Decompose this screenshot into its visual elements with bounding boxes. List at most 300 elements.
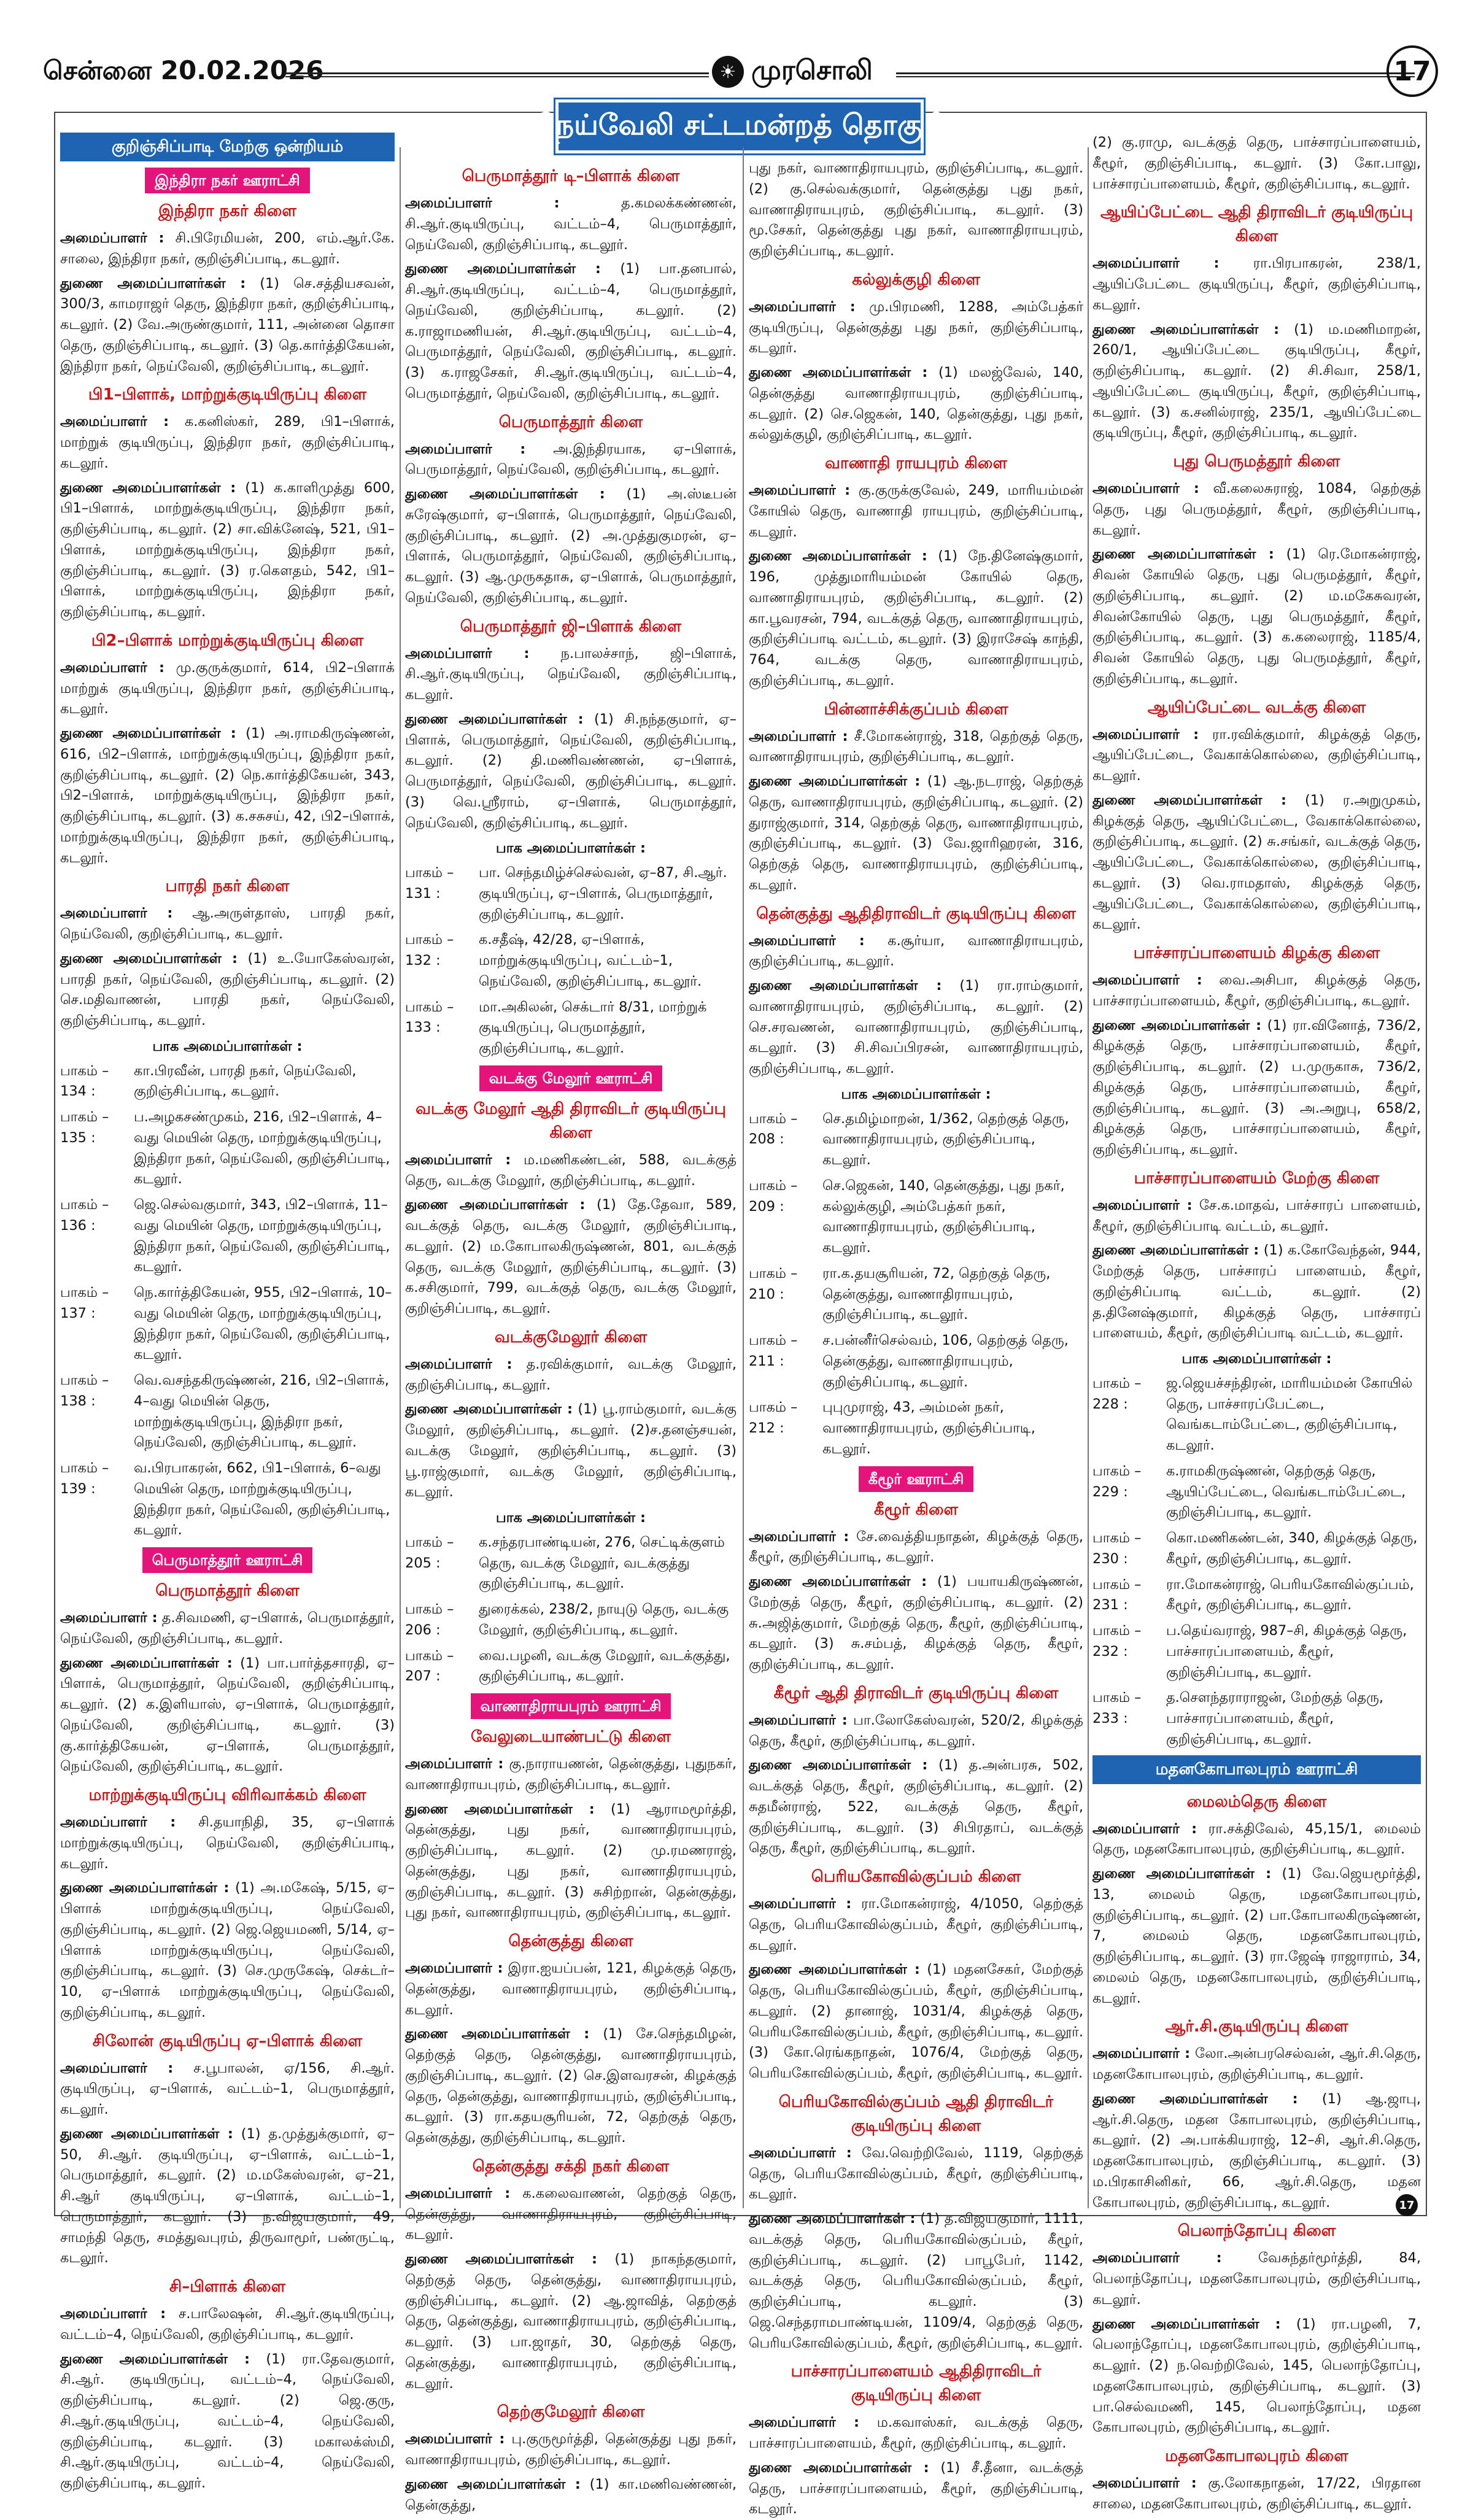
page-number: 17: [1386, 45, 1438, 97]
booth-agent: கா.பிரவீன், பாரதி நகர், நெய்வேலி, குறிஞ்சிப்பாடி, கடலூர்.: [134, 1062, 357, 1100]
entry-label: அமைப்பாளர் :: [749, 1896, 852, 1912]
branch-heading: இந்திரா நகர் கிளை: [158, 202, 296, 220]
booth-agents-heading: பாக அமைப்பாளர்கள் :: [496, 840, 646, 857]
organizer-entry: [749, 2143, 1083, 2205]
booth-agent: புபுமுராஜ், 43, அம்மன் நகர், வாணாதிராயபுரம், குறிஞ்சிப்பாடி, கடலூர்.: [822, 1399, 1035, 1457]
branch-heading: கல்லுக்குழி கிளை: [852, 270, 980, 289]
deputy-entry: [1092, 320, 1421, 444]
entry-text: (1) அ.மகேஷ், 5/15, ஏ–பிளாக் மாற்றுக்குடியிருப்பு, நெய்வேலி, குறிஞ்சிப்பாடி, கடலூர். (2) ஜெ.ஜெயமணி, 5/14, ஏ–பிளாக் மாற்றுக்குடியிருப்பு, நெய்வேலி, குறிஞ்சிப்பாடி, கடலூர். (3) செ.முருகேஷ், செக்டர்–10, ஏ–பிளாக் மாற்றுக்குடியிருப்பு, நெய்வேலி, குறிஞ்சிப்பாடி, கடலூர்.: [60, 1880, 395, 2020]
entry-label: அமைப்பாளர் :: [60, 659, 165, 676]
entry-label: அமைப்பாளர் :: [749, 2414, 860, 2431]
entry-text: ம.மணிகண்டன், 588, வடக்குத் தெரு, வடக்கு மேலூர், குறிஞ்சிப்பாடி, கடலூர்.: [405, 1151, 737, 1189]
entry-label: அமைப்பாளர் :: [60, 414, 169, 430]
deputy-entry: [749, 1755, 1083, 1859]
deputy-entry: [405, 259, 737, 404]
union-header: குறிஞ்சிப்பாடி மேற்கு ஒன்றியம்: [60, 133, 395, 161]
entry-label: அமைப்பாளர் :: [60, 905, 173, 922]
entry-label: அமைப்பாளர் :: [405, 441, 526, 457]
entry-label: துணை அமைப்பாளர்கள் :: [1092, 1017, 1262, 1034]
deputy-entry: [749, 2209, 1083, 2354]
continued-text: புது நகர், வாணாதிராயபுரம், குறிஞ்சிப்பாடி, கடலூர். (2) கு.செல்வக்குமார், தென்குத்து புது நகர், வாணாதிராயபுரம், குறிஞ்சிப்பாடி, கடலூர். (3) மூ.சேகர், தென்குத்து புது நகர், வாணாதிராயபுரம், குறிஞ்சிப்பாடி, கடலூர்.: [749, 160, 1083, 259]
entry-text: அ.இந்திரயாக, ஏ–பிளாக், பெருமாத்தூர், நெய்வேலி, குறிஞ்சிப்பாடி, கடலூர்.: [405, 441, 737, 478]
branch-heading: புது பெருமத்தூர் கிளை: [1173, 452, 1340, 471]
entry-text: ரா.ரவிக்குமார், கிழக்குத் தெரு, ஆயிப்பேட்டை, வேகாக்கொல்லை, குறிஞ்சிப்பாடி, கடலூர்.: [1092, 726, 1421, 784]
booth-number: பாகம் – 206 :: [405, 1601, 454, 1638]
entry-label: அமைப்பாளர் :: [1092, 1820, 1197, 1837]
entry-text: (1) ஆராமமூர்த்தி, தென்குத்து, புது நகர், வாணாதிராயபுரம், குறிஞ்சிப்பாடி, கடலூர். (2) மு.ரமணராஜ், தென்குத்து, புது நகர், வாணாதிராயபுரம், குறிஞ்சிப்பாடி, கடலூர். (3) சுசிற்றான், தென்குத்து, புது நகர், வாணாதிராயபுரம், குறிஞ்சிப்பாடி, கடலூர்.: [405, 1801, 737, 1921]
deputy-entry: [60, 949, 395, 1032]
column-3: [749, 158, 1084, 2518]
entry-text: சே.க.மாதவ், பாச்சாரப் பாளையம், கீழூர், குறிஞ்சிப்பாடி வட்டம், கடலூர்.: [1092, 1197, 1421, 1234]
booth-agent-row: [1092, 1621, 1421, 1683]
entry-text: (1) அ.ராமகிருஷ்ணன், 616, பி2–பிளாக், மாற்றுக்குடியிருப்பு, இந்திரா நகர், குறிஞ்சிப்பாடி, கடலூர். (2) நெ.கார்த்திகேயன், 343, பி2–பிளாக், மாற்றுக்குடியிருப்பு, இந்திரா நகர், குறிஞ்சிப்பாடி, கடலூர். (3) க.சசுசய், 42, பி2–பிளாக், மாற்றுக்குடியிருப்பு, இந்திரா நகர், குறிஞ்சிப்பாடி, கடலூர்.: [60, 725, 395, 866]
booth-number: பாகம் – 231 :: [1092, 1576, 1142, 1614]
entry-label: துணை அமைப்பாளர்கள் :: [749, 2459, 929, 2476]
booth-number: பாகம் – 132 :: [405, 932, 454, 968]
booth-agent: க.சந்தரபாண்டியன், 276, செட்டிக்குளம் தெரு, வடக்கு மேலூர், வடக்குத்து குறிஞ்சிப்பாடி, கடலூர்.: [479, 1534, 725, 1592]
organizer-entry: [749, 931, 1083, 973]
entry-label: துணை அமைப்பாளர்கள் :: [405, 261, 601, 277]
deputy-entry: [749, 771, 1083, 896]
booth-agents-heading: பாக அமைப்பாளர்கள் :: [841, 1086, 991, 1102]
branch-heading: வேலுடையாண்பட்டு கிளை: [470, 1728, 671, 1746]
organizer-entry: [1092, 970, 1421, 1012]
entry-label: துணை அமைப்பாளர்கள் :: [60, 950, 238, 967]
entry-text: (1) த.முத்துக்குமார், ஏ–50, சி.ஆர். குடியிருப்பு, ஏ–பிளாக், வட்டம்–1, பெருமாத்தூர், கடலூர். (2) ம.மகேஸ்வரன், ஏ–21, சி.ஆர் குடியிருப்பு, ஏ–பிளாக், வட்டம்–1, பெருமாத்தூர், கடலூர். (3) ந.விஜயகுமார், 49, சாமந்தி தெரு, சமத்துவபுரம், திருவாமூர், பண்ருட்டி, கடலூர்.: [60, 2125, 395, 2267]
branch-heading: பாரதி நகர் கிளை: [165, 877, 290, 896]
entry-label: துணை அமைப்பாளர்கள் :: [60, 275, 246, 292]
entry-text: ரா.மோகன்ராஜ், 4/1050, தெற்குத் தெரு, பெரியகோவில்குப்பம், கீழூர், குறிஞ்சிப்பாடி, கடலூர்.: [749, 1896, 1083, 1954]
entry-text: சே.வைத்தியநாதன், கிழக்குத் தெரு, கீழூர், குறிஞ்சிப்பாடி, கடலூர்.: [749, 1528, 1083, 1566]
entry-text: (1) பா.பார்த்தசாரதி, ஏ–பிளாக், பெருமாத்தூர், நெய்வேலி, குறிஞ்சிப்பாடி, கடலூர். (2) க.இளியாஸ், ஏ–பிளாக், பெருமாத்தூர், நெய்வேலி, குறிஞ்சிப்பாடி, கடலூர். (3) கு.கார்த்திகேயன், ஏ–பிளாக், பெருமாத்தூர், நெய்வேலி, குறிஞ்சிப்பாடி, கடலூர்.: [60, 1655, 395, 1775]
entry-label: துணை அமைப்பாளர்கள் :: [1092, 2316, 1281, 2332]
booth-number: பாகம் – 133 :: [405, 999, 454, 1036]
entry-label: துணை அமைப்பாளர்கள் :: [405, 2251, 597, 2267]
organizer-entry: [749, 1710, 1083, 1752]
entry-label: துணை அமைப்பாளர்கள் :: [749, 978, 942, 994]
branch-heading: பெருமாத்தூர் கிளை: [155, 1582, 300, 1600]
entry-text: கு.லோகநாதன், 17/22, பிரதான சாலை, மதனகோபாலபுரம், குறிஞ்சிப்பாடி, கடலூர்.: [1092, 2475, 1421, 2512]
booth-agents-heading: பாக அமைப்பாளர்கள் :: [496, 1510, 646, 1526]
entry-label: துணை அமைப்பாளர்கள் :: [1092, 1242, 1259, 1259]
entry-label: துணை அமைப்பாளர்கள் :: [749, 1757, 928, 1774]
deputy-entry: [60, 2124, 395, 2269]
branch-heading: ஆயிப்பேட்டை வடக்கு கிளை: [1147, 698, 1366, 717]
deputy-entry: [405, 709, 737, 834]
branch-heading: பெரியகோவில்குப்பம் கிளை: [811, 1868, 1021, 1886]
entry-label: அமைப்பாளர் :: [1092, 481, 1199, 497]
organizer-entry: [60, 2058, 395, 2120]
column-4: [1092, 133, 1421, 2512]
masthead: [43, 49, 1438, 98]
booth-agent: மா.அகிலன், செக்டார் 8/31, மாற்றுக் குடியிருப்பு, பெருமாத்தூர், குறிஞ்சிப்பாடி, கடலூர்.: [479, 999, 707, 1056]
entry-text: (1) நே.தினேஷ்குமார், 196, முத்துமாரியம்மன் கோயில் தெரு, வாணாதிராயபுரம், குறிஞ்சிப்பாடி, கடலூர். (2) கா.பூவரசன், 794, வடக்குத் தெரு, வாணாதிராயபுரம், குறிஞ்சிப்பாடி வட்டம், கடலூர். (3) இராசேஷ் காந்தி, 764, வடக்கு தெரு, வாணாதிராயபுரம், குறிஞ்சிப்பாடி, கடலூர்.: [749, 548, 1083, 689]
booth-number: பாகம் – 138 :: [60, 1372, 109, 1409]
entry-label: துணை அமைப்பாளர்கள் :: [60, 2351, 250, 2367]
organizer-entry: [60, 2304, 395, 2346]
column-divider: [1088, 147, 1089, 2208]
entry-label: அமைப்பாளர் :: [749, 2144, 852, 2161]
entry-text: வேசுந்தர்மூர்த்தி, 84, பெலாந்தோப்பு, மதனகோபாலபுரம், குறிஞ்சிப்பாடி, கடலூர்.: [1092, 2250, 1421, 2308]
booth-agent: ஜ.ஜெயச்சந்திரன், மாரியம்மன் கோயில் தெரு, பாச்சாரப்பேட்டை, வெங்கடாம்பேட்டை, குறிஞ்சிப்பாடி, கடலூர்.: [1166, 1375, 1413, 1453]
masthead-rule-right: [896, 72, 1415, 77]
booth-number: பாகம் – 208 :: [749, 1110, 798, 1148]
branch-heading: பெருமாத்தூர் ஜி–பிளாக் கிளை: [460, 617, 682, 636]
entry-text: வீ.கலைசுராஜ், 1084, தெற்குத் தெரு, புது பெருமத்தூர், கீழூர், குறிஞ்சிப்பாடி, கடலூர்.: [1092, 481, 1421, 538]
panchayat-tag: [60, 168, 395, 193]
deputy-entry: [1092, 1016, 1421, 1161]
booth-agent: ப.தெய்வராஜ், 987–சி, கிழக்குத் தெரு, பாச்சாரப்பாளையம், கீழூர், குறிஞ்சிப்பாடி, கடலூர்.: [1166, 1623, 1407, 1680]
organizer-entry: [60, 658, 395, 720]
entry-text: (1) க.கோவேந்தன், 944, மேற்குத் தெரு, பாச்சாரப் பாளையம், கீழூர், குறிஞ்சிப்பாடி வட்டம், கடலூர். (2) த.தினேஷ்குமார், கிழக்குத் தெரு, பாச்சாரப் பாளையம், கீழூர், குறிஞ்சிப்பாடி வட்டம், கடலூர்.: [1092, 1242, 1421, 1342]
entry-label: துணை அமைப்பாளர்கள் :: [1092, 2090, 1298, 2107]
deputy-entry: [749, 2458, 1083, 2520]
entry-text: சி.தயாநிதி, 35, ஏ–பிளாக் மாற்றுக்குடியிருப்பு, நெய்வேலி, குறிஞ்சிப்பாடி, கடலூர்.: [60, 1814, 395, 1872]
entry-label: துணை அமைப்பாளர்கள் :: [1092, 1866, 1272, 1882]
booth-agent-row: [405, 997, 737, 1059]
entry-text: மு.குருக்குமார், 614, பி2–பிளாக் மாற்றுக் குடியிருப்பு, இந்திரா நகர், குறிஞ்சிப்பாடி, கடலூர்.: [60, 659, 395, 717]
booth-agent: நெ.கார்த்திகேயன், 955, பி2–பிளாக், 10–வது மெயின் தெரு, மாற்றுக்குடியிருப்பு, இந்திரா நகர், நெய்வேலி, குறிஞ்சிப்பாடி, கடலூர்.: [134, 1285, 392, 1363]
deputy-entry: [405, 1399, 737, 1503]
panchayat-tag: [405, 1693, 737, 1719]
booth-number: பாகம் – 207 :: [405, 1647, 454, 1685]
branch-heading: கீழூர் கிளை: [873, 1500, 959, 1519]
booth-number: பாகம் – 229 :: [1092, 1463, 1142, 1500]
entry-text: க.கலைவாணன், தெற்குத் தெரு, தென்குத்து, வாணாதிராயபுரம், குறிஞ்சிப்பாடி, கடலூர்.: [405, 2185, 737, 2243]
entry-label: அமைப்பாளர் :: [60, 230, 164, 246]
branch-heading: வடக்கு மேலூர் ஆதி திராவிடர் குடியிருப்பு கிளை: [416, 1099, 726, 1142]
organizer-entry: [60, 1812, 395, 1874]
entry-label: துணை அமைப்பாளர்கள் :: [405, 2026, 590, 2043]
constituency-banner: நெய்வேலி சட்டமன்றத் தொகுதி: [555, 99, 924, 153]
entry-text: (1) செ.சத்தியசவன், 300/3, காமராஜர் தெரு, இந்திரா நகர், குறிஞ்சிப்பாடி, கடலூர். (2) வே.அருண்குமார், 111, அன்னை தொசா தெரு, குறிஞ்சிப்பாடி, கடலூர். (3) தெ.கார்த்திகேயன், இந்திரா நகர், நெய்வேலி, குறிஞ்சிப்பாடி, கடலூர்.: [60, 275, 395, 374]
deputy-entry: [1092, 1240, 1421, 1344]
entry-label: துணை அமைப்பாளர்கள் :: [1092, 792, 1287, 808]
entry-label: துணை அமைப்பாளர்கள் :: [60, 479, 236, 496]
entry-text: பா.லோகேஸ்வரன், 520/2, கிழக்குத் தெரு, கீழூர், குறிஞ்சிப்பாடி, கடலூர்.: [749, 1712, 1083, 1749]
entry-label: அமைப்பாளர் :: [749, 1712, 848, 1728]
booth-number: பாகம் – 230 :: [1092, 1530, 1142, 1567]
entry-text: (1) ம.மணிமாறன், 260/1, ஆயிப்பேட்டை குடியிருப்பு, கீழூர், குறிஞ்சிப்பாடி, கடலூர். (2) சி.சிவா, 258/1, ஆயிப்பேட்டை குடியிருப்பு, கீழூர், குறிஞ்சிப்பாடி, கடலூர். (3) க.சனில்ராஜ், 235/1, ஆயிப்பேட்டை குடியிருப்பு, கீழூர், குறிஞ்சிப்பாடி, கடலூர்.: [1092, 321, 1421, 441]
deputy-entry: [1092, 2089, 1421, 2214]
deputy-entry: [405, 1195, 737, 1320]
deputy-entry: [749, 976, 1083, 1080]
entry-text: பு.குருமூர்த்தி, தென்குத்து புது நகர், வாணாதிராயபுரம், குறிஞ்சிப்பாடி, கடலூர்.: [405, 2431, 737, 2468]
organizer-entry: [1092, 725, 1421, 787]
booth-agent: வ.பிரபாகரன், 662, பி1–பிளாக், 6–வது மெயின் தெரு, மாற்றுக்குடியிருப்பு, இந்திரா நகர், நெய்வேலி, குறிஞ்சிப்பாடி, கடலூர்.: [134, 1460, 390, 1539]
entry-text: (1) பா.தனபால், சி.ஆர்.குடியிருப்பு, வட்டம்–4, பெருமாத்தூர், நெய்வேலி, குறிஞ்சிப்பாடி, கடலூர். (2) க.ராஜாமணியன், சி.ஆர்.குடியிருப்பு, வட்டம்–4, பெருமாத்தூர், நெய்வேலி, குறிஞ்சிப்பாடி, கடலூர். (3) க.ராஜசேகர், சி.ஆர்.குடியிருப்பு, வட்டம்–4, பெருமாத்தூர், நெய்வேலி, குறிஞ்சிப்பாடி, கடலூர்.: [405, 261, 737, 401]
panchayat-tag-label: பெருமாத்தூர் ஊராட்சி: [142, 1547, 313, 1573]
booth-agent: கொ.மணிகண்டன், 340, கிழக்குத் தெரு, கீழூர், குறிஞ்சிப்பாடி, கடலூர்.: [1166, 1530, 1418, 1567]
deputy-entry: [749, 1960, 1083, 2084]
entry-label: அமைப்பாளர் :: [405, 2431, 505, 2448]
entry-label: அமைப்பாளர் :: [60, 1814, 176, 1830]
booth-agent: த.செளந்தராராஜன், மேற்குத் தெரு, பாச்சாரப்பாளையம், கீழூர், குறிஞ்சிப்பாடி, கடலூர்.: [1166, 1690, 1384, 1747]
entry-label: துணை அமைப்பாளர்கள் :: [749, 2211, 916, 2227]
branch-heading: தென்குத்து ஆதிதிராவிடர் குடியிருப்பு கிளை: [756, 904, 1076, 923]
branch-heading: மைலம்தெரு கிளை: [1186, 1792, 1327, 1811]
deputy-entry: [749, 363, 1083, 446]
branch-heading: சி–பிளாக் கிளை: [169, 2278, 286, 2296]
panchayat-tag-label: வாணாதிராயபுரம் ஊராட்சி: [471, 1693, 671, 1719]
booth-agent: ப.அழகசண்முகம், 216, பி2–பிளாக், 4–வது மெயின் தெரு, மாற்றுக்குடியிருப்பு, இந்திரா நகர், நெய்வேலி, குறிஞ்சிப்பாடி, கடலூர்.: [134, 1109, 390, 1188]
entry-text: (1) அ.ஸ்டீபன் சுரேஷ்குமார், ஏ–பிளாக், பெருமாத்தூர், நெய்வேலி, குறிஞ்சிப்பாடி, கடலூர். (2) அ.முத்துகுமரன், ஏ–பிளாக், பெருமாத்தூர், நெய்வேலி, குறிஞ்சிப்பாடி, கடலூர். (3) ஆ.முருகதாசு, ஏ–பிளாக், பெருமாத்தூர், நெய்வேலி, குறிஞ்சிப்பாடி, கடலூர்.: [405, 486, 737, 606]
entry-text: த.சிவமணி, ஏ–பிளாக், பெருமாத்தூர், நெய்வேலி, குறிஞ்சிப்பாடி, கடலூர்.: [60, 1610, 395, 1647]
organizer-entry: [60, 412, 395, 474]
organizer-entry: [749, 2413, 1083, 2454]
organizer-entry: [749, 297, 1083, 359]
entry-text: (1) ரெ.மோகன்ராஜ், சிவன் கோயில் தெரு, புது பெருமத்தூர், கீழூர், குறிஞ்சிப்பாடி, கடலூர். (2) ம.மகேசுவரன், சிவன்கோயில் தெரு, புது பெருமத்தூர், கீழூர், குறிஞ்சிப்பாடி, கடலூர். (3) க.கலைராஜ், 1185/4, சிவன் கோயில் தெரு, புது பெருமத்தூர், கீழூர், குறிஞ்சிப்பாடி, கடலூர்.: [1092, 546, 1421, 687]
entry-text: த.கமலக்கண்ணன், சி.ஆர்.குடியிருப்பு, வட்டம்–4, பெருமாத்தூர், நெய்வேலி, குறிஞ்சிப்பாடி, கடலூர்.: [405, 195, 737, 253]
entry-text: (1) த.விஜயகுமார், 1111, வடக்குத் தெரு, பெரியகோவில்குப்பம், கீழூர், குறிஞ்சிப்பாடி, கடலூர். (2) பாபூபேர், 1142, வடக்குத் தெரு, பெரியகோவில்குப்பம், கீழூர், குறிஞ்சிப்பாடி, கடலூர். (3) ஜெ.செந்தராமபாண்டியன், 1109/4, தெற்குத் தெரு, பெரியகோவில்குப்பம், கீழூர், குறிஞ்சிப்பாடி, கடலூர்.: [749, 2211, 1083, 2351]
panchayat-tag-label: வடக்கு மேலூர் ஊராட்சி: [479, 1065, 663, 1091]
entry-text: (1) சீ.தீனா, வடக்குத் தெரு, பாச்சாரப்பாளையம், கீழூர், குறிஞ்சிப்பாடி, கடலூர்.: [749, 2459, 1083, 2518]
entry-text: (1) மலஜ்வேல், 140, தென்குத்து வாணாதிராயபுரம், குறிஞ்சிப்பாடி, கடலூர். (2) செ.ஜெகன், 140, தென்குத்து, புது நகர், கல்லுக்குழி, குறிஞ்சிப்பாடி, கடலூர்.: [749, 365, 1083, 443]
entry-text: ரா.சக்திவேல், 45,15/1, மைலம் தெரு, மதனகோபாலபுரம், குறிஞ்சிப்பாடி, கடலூர்.: [1092, 1820, 1421, 1858]
organizer-entry: [749, 1894, 1083, 1956]
entry-label: அமைப்பாளர் :: [405, 1756, 504, 1772]
entry-text: (1) சி.நந்தகுமார், ஏ–பிளாக், பெருமாத்தூர், நெய்வேலி, குறிஞ்சிப்பாடி, கடலூர். (2) தி.மணிவண்ணன், ஏ–பிளாக், பெருமாத்தூர், நெய்வேலி, குறிஞ்சிப்பாடி, கடலூர். (3) வெ.ஸ்ரீராம், ஏ–பிளாக், பெருமாத்தூர், நெய்வேலி, குறிஞ்சிப்பாடி, கடலூர்.: [405, 711, 737, 831]
booth-number: பாகம் – 136 :: [60, 1197, 109, 1234]
booth-number: பாகம் – 233 :: [1092, 1690, 1142, 1726]
branch-heading: பெருமாத்தூர் கிளை: [498, 412, 643, 431]
organizer-entry: [1092, 1196, 1421, 1237]
entry-label: அமைப்பாளர் :: [749, 728, 848, 744]
entry-text: ந.பாலச்சாந், ஜி–பிளாக், சி.ஆர்.குடியிருப்பு, நெய்வேலி, குறிஞ்சிப்பாடி, கடலூர்.: [405, 645, 737, 703]
booth-agent: ரா.க.தயசூரியன், 72, தெற்குத் தெரு, தென்குத்து, வாணாதிராயபுரம், குறிஞ்சிப்பாடி, கடலூர்.: [822, 1265, 1051, 1323]
booth-agent-row: [749, 1109, 1083, 1171]
entry-label: துணை அமைப்பாளர்கள் :: [749, 773, 921, 789]
booth-number: பாகம் – 209 :: [749, 1177, 798, 1215]
panchayat-tag-label: இந்திரா நகர் ஊராட்சி: [145, 168, 309, 193]
booth-agent-row: [60, 1107, 395, 1190]
organizer-entry: [1092, 253, 1421, 315]
organizer-entry: [405, 439, 737, 481]
organizer-entry: [405, 1150, 737, 1192]
entry-text: (1) நாகந்தகுமார், தெற்குத் தெரு, தென்குத்து, வாணாதிராயபுரம், குறிஞ்சிப்பாடி, கடலூர். (2) ஆ.ஜாவித், தெற்குத் தெரு, தென்குத்து, வாணாதிராயபுரம், குறிஞ்சிப்பாடி, கடலூர். (3) பா.ஜாதர், 30, தெற்குத் தெரு, தென்குத்து, வாணாதிராயபுரம், குறிஞ்சிப்பாடி, கடலூர்.: [405, 2251, 737, 2392]
deputy-entry: [749, 546, 1083, 691]
deputy-entry: [60, 1653, 395, 1778]
booth-agent: பா. செந்தமிழ்ச்செல்வன், ஏ–87, சி.ஆர். குடியிருப்பு, ஏ–பிளாக், பெருமாத்தூர், குறிஞ்சிப்பாடி, கடலூர்.: [479, 865, 727, 922]
booth-number: பாகம் – 211 :: [749, 1332, 798, 1369]
organizer-entry: [1092, 2248, 1421, 2310]
booth-agent: செ.ஜெகன், 140, தென்குத்து, புது நகர், கல்லுக்குழி, அம்பேத்கர் நகர், வாணாதிராயபுரம், குறிஞ்சிப்பாடி, கடலூர்.: [822, 1177, 1065, 1256]
entry-text: (1) த.அன்பரசு, 502, வடக்குத் தெரு, கீழூர், குறிஞ்சிப்பாடி, கடலூர். (2) சுதமீன்ராஜ், 522, வடக்குத் தெரு, கீழூர், குறிஞ்சிப்பாடி, கடலூர். (3) சிபிரதாப், வடக்குத் தெரு, கீழூர், குறிஞ்சிப்பாடி, கடலூர்.: [749, 1757, 1083, 1857]
entry-text: கு.நாராயணன், தென்குத்து, புதுநகர், வாணாதிராயபுரம், குறிஞ்சிப்பாடி, கடலூர்.: [405, 1756, 737, 1793]
entry-text: (1) ஆ.ஜாபு, ஆர்.சி.தெரு, மதன கோபாலபுரம், குறிஞ்சிப்பாடி, கடலூர். (2) அ.பாக்கியராஜ், 12–சி, ஆர்.சி.தெரு, மதனகோபாலபுரம், குறிஞ்சிப்பாடி, கடலூர். (3) ம.பிரகாசினிகர், 66, ஆர்.சி.தெரு, மதன கோபாலபுரம், குறிஞ்சிப்பாடி, கடலூர்.: [1092, 2090, 1421, 2211]
entry-text: லோ.அன்பரசெல்வன், ஆர்.சி.தெரு, மதனகோபாலபுரம், குறிஞ்சிப்பாடி, கடலூர்.: [1092, 2046, 1421, 2082]
entry-text: வை.அசிபா, கிழக்குத் தெரு, பாச்சாரப்பாளையம், கீழூர், குறிஞ்சிப்பாடி, கடலூர்.: [1092, 972, 1421, 1009]
masthead-rule-left: [285, 72, 709, 77]
deputy-entry: [1092, 544, 1421, 689]
booth-agent: ச.பன்னீர்செல்வம், 106, தெற்குத் தெரு, தென்குத்து, வாணாதிராயபுரம், குறிஞ்சிப்பாடி, கடலூர்.: [822, 1332, 1069, 1390]
deputy-entry: [405, 1799, 737, 1924]
footer-page-number: 17: [1396, 2194, 1418, 2216]
entry-label: அமைப்பாளர் :: [749, 932, 865, 949]
panchayat-tag: [405, 1065, 737, 1091]
entry-label: அமைப்பாளர் :: [749, 1528, 849, 1545]
branch-heading: தென்குத்து சக்தி நகர் கிளை: [472, 2157, 670, 2176]
panchayat-tag: [60, 1547, 395, 1573]
entry-label: அமைப்பாளர் :: [60, 2306, 166, 2322]
booth-number: பாகம் – 137 :: [60, 1285, 109, 1321]
booth-agent-row: [1092, 1575, 1421, 1617]
entry-label: துணை அமைப்பாளர்கள் :: [60, 2125, 233, 2142]
branch-heading: பாச்சாரப்பாளையம் ஆதிதிராவிடர் குடியிருப்பு கிளை: [791, 2362, 1042, 2405]
entry-label: துணை அமைப்பாளர்கள் :: [60, 1655, 233, 1671]
paper-name: முரசொலி: [751, 54, 873, 86]
branch-heading: வடக்குமேலூர் கிளை: [494, 1328, 648, 1347]
paper-logo: [712, 50, 873, 93]
organizer-entry: [405, 2429, 737, 2471]
entry-label: அமைப்பாளர் :: [749, 298, 856, 315]
deputy-entry: [1092, 1864, 1421, 2009]
entry-text: (1) பூ.ராம்குமார், வடக்கு மேலூர், குறிஞ்சிப்பாடி, கடலூர். (2)ச.தனஞ்சயன், வடக்கு மேலூர், குறிஞ்சிப்பாடி, கடலூர். (3) பூ.ராஜ்குமார், வடக்கு மேலூர், குறிஞ்சிப்பாடி, கடலூர்.: [405, 1401, 737, 1501]
deputy-entry: [60, 274, 395, 377]
organizer-entry: [60, 903, 395, 945]
entry-text: ரா.பிரபாகரன், 238/1, ஆயிப்பேட்டை குடியிருப்பு, கீழூர், குறிஞ்சிப்பாடி, கடலூர்.: [1092, 255, 1421, 313]
entry-text: மு.பிரமணி, 1288, அம்பேத்கர் குடியிருப்பு, தென்குத்து புது நகர், குறிஞ்சிப்பாடி, கடலூர்.: [749, 298, 1083, 357]
entry-text: (1) ரா.பழனி, 7, பெலாந்தோப்பு, மதனகோபாலபுரம், குறிஞ்சிப்பாடி, கடலூர். (2) ந.வெற்றிவேல், 145, பெலாந்தோப்பு, மதனகோபாலபுரம், குறிஞ்சிப்பாடி, கடலூர். (3) பா.செல்வமணி, 145, பெலாந்தோப்பு, மதன கோபாலபுரம், குறிஞ்சிப்பாடி, கடலூர்.: [1092, 2316, 1421, 2436]
booth-agent-row: [405, 863, 737, 925]
deputy-entry: [1092, 2314, 1421, 2439]
entry-text: ச.பாலேஷன், சி.ஆர்.குடியிருப்பு, வட்டம்–4, நெய்வேலி, குறிஞ்சிப்பாடி, கடலூர்.: [60, 2306, 395, 2343]
branch-heading: பி1–பிளாக், மாற்றுக்குடியிருப்பு கிளை: [88, 385, 367, 404]
booth-agent: வெ.வசந்தகிருஷ்ணன், 216, பி2–பிளாக், 4–வது மெயின் தெரு, மாற்றுக்குடியிருப்பு, இந்திரா நகர், நெய்வேலி, குறிஞ்சிப்பாடி, கடலூர்.: [134, 1372, 389, 1451]
entry-label: துணை அமைப்பாளர்கள் :: [405, 1401, 573, 1418]
branch-heading: பெலாந்தோப்பு கிளை: [1177, 2222, 1336, 2241]
entry-label: துணை அமைப்பாளர்கள் :: [405, 486, 605, 502]
entry-text: (1) உ.யோகேஸ்வரன், பாரதி நகர், நெய்வேலி, குறிஞ்சிப்பாடி, கடலூர். (2) செ.மதிவாணன், பாரதி நகர், நெய்வேலி, குறிஞ்சிப்பாடி, கடலூர்.: [60, 950, 395, 1029]
branch-heading: கீழூர் ஆதி திராவிடர் குடியிருப்பு கிளை: [773, 1683, 1059, 1703]
branch-heading: பாச்சாரப்பாளையம் மேற்கு கிளை: [1134, 1169, 1380, 1188]
entry-text: க.கனிஸ்கர், 289, பி1–பிளாக், மாற்றுக் குடியிருப்பு, இந்திரா நகர், குறிஞ்சிப்பாடி, கடலூர்.: [60, 414, 395, 471]
booth-agent: ரா.மோகன்ராஜ், பெரியகோவில்குப்பம், கீழூர், குறிஞ்சிப்பாடி, கடலூர்.: [1166, 1576, 1414, 1614]
branch-heading: பெருமாத்தூர் டி–பிளாக் கிளை: [462, 167, 680, 185]
entry-label: அமைப்பாளர் :: [405, 1960, 503, 1976]
entry-text: (1) மதனசேகர், மேற்குத் தெரு, பெரியகோவில்குப்பம், கீழூர், குறிஞ்சிப்பாடி, கடலூர். (2) தானாஜ், 1031/4, கிழக்குத் தெரு, பெரியகோவில்குப்பம், கீழூர், குறிஞ்சிப்பாடி, கடலூர். (3) கோ.ரெங்கநாதன், 1076/4, மேற்குத் தெரு, பெரியகோவில்குப்பம், கீழூர், குறிஞ்சிப்பாடி, கடலூர்.: [749, 1962, 1083, 2081]
column-1: [60, 133, 395, 2491]
entry-text: (1) சே.செந்தமிழன், தெற்குத் தெரு, தென்குத்து, வாணாதிராயபுரம், குறிஞ்சிப்பாடி, கடலூர். (2) செ.இளவரசன், கிழக்குத் தெரு, தென்குத்து, வாணாதிராயபுரம், குறிஞ்சிப்பாடி, கடலூர். (3) ரா.கதயசூரியன், 72, தெற்குத் தெரு, தென்குத்து, குறிஞ்சிப்பாடி, கடலூர்.: [405, 2026, 737, 2146]
continued-text: (2) கு.ராமு, வடக்குத் தெரு, பாச்சாரப்பாளையம், கீழூர், குறிஞ்சிப்பாடி, கடலூர். (3) கோ.பாலு, பாச்சாரப்பாளையம், கீழூர், குறிஞ்சிப்பாடி, கடலூர்.: [1092, 134, 1421, 192]
booth-agent-row: [405, 930, 737, 992]
branch-heading: தென்குத்து கிளை: [508, 1932, 633, 1950]
branch-heading: தெற்குமேலூர் கிளை: [497, 2403, 645, 2422]
booth-agent-row: [749, 1176, 1083, 1259]
entry-text: சி.பிரேமியன், 200, எம்.ஆர்.கே. சாலை, இந்திரா நகர், குறிஞ்சிப்பாடி, கடலூர்.: [60, 230, 395, 267]
organizer-entry: [405, 1754, 737, 1796]
booth-number: பாகம் – 228 :: [1092, 1375, 1142, 1412]
column-divider: [400, 147, 401, 2208]
entry-label: அமைப்பாளர் :: [1092, 2046, 1191, 2062]
branch-heading: பாச்சாரப்பாளையம் கிழக்கு கிளை: [1133, 944, 1380, 962]
booth-agent-row: [405, 1599, 737, 1641]
entry-label: அமைப்பாளர் :: [1092, 1197, 1193, 1213]
entry-label: அமைப்பாளர் :: [405, 2185, 511, 2201]
branch-heading: பி2–பிளாக் மாற்றுக்குடியிருப்பு கிளை: [91, 631, 364, 650]
organizer-entry: [749, 727, 1083, 768]
panchayat-tag: [749, 1466, 1083, 1492]
entry-text: (1) ஆ.நடராஜ், தெற்குத் தெரு, வாணாதிராயபுரம், குறிஞ்சிப்பாடி, கடலூர். (2) துராஜ்குமார், 314, தெற்குத் தெரு, வாணாதிராயபுரம், குறிஞ்சிப்பாடி, கடலூர். (3) வே.ஜாரிஹரன், 316, தெற்குத் தெரு, வாணாதிராயபுரம், குறிஞ்சிப்பாடி, கடலூர்.: [749, 773, 1083, 893]
entry-label: துணை அமைப்பாளர்கள் :: [405, 711, 584, 727]
booth-agent-row: [60, 1458, 395, 1541]
booth-agent: ஜெ.செல்வகுமார், 343, பி2–பிளாக், 11–வது மெயின் தெரு, மாற்றுக்குடியிருப்பு, இந்திரா நகர், நெய்வேலி, குறிஞ்சிப்பாடி, கடலூர்.: [134, 1197, 390, 1275]
entry-text: (1) க.காளிமுத்து 600, பி1–பிளாக், மாற்றுக்குடியிருப்பு, இந்திரா நகர், குறிஞ்சிப்பாடி, கடலூர். (2) சா.விக்னேஷ், 521, பி1–பிளாக், மாற்றுக்குடியிருப்பு, இந்திரா நகர், குறிஞ்சிப்பாடி, கடலூர். (3) ர.கௌதம், 542, பி1–பிளாக், மாற்றுக்குடியிருப்பு, இந்திரா நகர், குறிஞ்சிப்பாடி, கடலூர்.: [60, 479, 395, 620]
organizer-entry: [1092, 479, 1421, 541]
organizer-entry: [1092, 2473, 1421, 2515]
booth-agents-heading: பாக அமைப்பாளர்கள் :: [1181, 1351, 1332, 1367]
entry-label: துணை அமைப்பாளர்கள் :: [749, 365, 928, 381]
entry-text: (1) ரா.வினோத், 736/2, கிழக்குத் தெரு, பாச்சாரப்பாளையம், கீழூர், குறிஞ்சிப்பாடி, கடலூர். (2) ப.முருகாசு, 736/2, கிழக்குத் தெரு, பாச்சாரப்பாளையம், கீழூர், குறிஞ்சிப்பாடி, கடலூர். (3) அ.அறுபு, 658/2, கிழக்குத் தெரு, பாச்சாரப்பாளையம், கீழூர், குறிஞ்சிப்பாடி, கடலூர்.: [1092, 1017, 1421, 1158]
entry-text: கு.குருக்குவேல், 249, மாரியம்மன் கோயில் தெரு, வாணாதி ராயபுரம், குறிஞ்சிப்பாடி, கடலூர்.: [749, 482, 1083, 540]
entry-label: துணை அமைப்பாளர்கள் :: [60, 1880, 230, 1896]
entry-text: (1) ரா.தேவகுமார், சி.ஆர். குடியிருப்பு, வட்டம்–4, நெய்வேலி, குறிஞ்சிப்பாடி, கடலூர். (2) ஜெ.குரு, சி.ஆர்.குடியிருப்பு, வட்டம்–4, நெய்வேலி, குறிஞ்சிப்பாடி, கடலூர். (3) மகாலக்ஸ்மி, சி.ஆர்.குடியிருப்பு, வட்டம்–4, நெய்வேலி, குறிஞ்சிப்பாடி, கடலூர்.: [60, 2351, 395, 2491]
entry-label: துணை அமைப்பாளர்கள் :: [1092, 546, 1274, 563]
branch-heading: வாணாதி ராயபுரம் கிளை: [825, 454, 1007, 473]
booth-agent: க.சதீஷ், 42/28, ஏ–பிளாக், மாற்றுக்குடியிருப்பு, வட்டம்–1, நெய்வேலி, குறிஞ்சிப்பாடி, கடலூர்.: [479, 932, 702, 989]
entry-label: அமைப்பாளர் :: [1092, 2250, 1222, 2267]
organizer-entry: [405, 193, 737, 255]
deputy-entry: [60, 478, 395, 623]
entry-label: அமைப்பாளர் :: [1092, 972, 1202, 988]
booth-agent-row: [1092, 1688, 1421, 1750]
entry-label: துணை அமைப்பாளர்கள் :: [60, 725, 236, 741]
deputy-entry: [405, 2475, 737, 2516]
entry-text: ம.கவாஸ்கர், வடக்குத் தெரு, பாச்சாரப்பாளையம், கீழூர், குறிஞ்சிப்பாடி, கடலூர்.: [749, 2414, 1083, 2451]
deputy-entry: [60, 724, 395, 868]
sun-logo-icon: ☀: [712, 56, 744, 88]
entry-text: த.ரவிக்குமார், வடக்கு மேலூர், குறிஞ்சிப்பாடி, கடலூர்.: [405, 1356, 737, 1393]
booth-number: பாகம் – 210 :: [749, 1265, 798, 1302]
entry-label: அமைப்பாளர் :: [405, 195, 560, 211]
booth-agent-row: [749, 1397, 1083, 1459]
entry-label: துணை அமைப்பாளர்கள் :: [749, 1962, 920, 1978]
booth-number: பாகம் – 135 :: [60, 1109, 109, 1146]
booth-number: பாகம் – 232 :: [1092, 1623, 1142, 1660]
deputy-entry: [60, 1878, 395, 2023]
organizer-entry: [60, 228, 395, 270]
booth-agent-row: [1092, 1374, 1421, 1456]
booth-agent-row: [60, 1283, 395, 1366]
entry-text: (1) தே.தேவா, 589, வடக்குத் தெரு, வடக்கு மேலூர், குறிஞ்சிப்பாடி, கடலூர். (2) ம.கோபாலகிருஷ்ணன், 801, வடக்குத் தெரு, வடக்கு மேலூர், குறிஞ்சிப்பாடி, கடலூர். (3) க.சசிகுமார், 799, வடக்குத் தெரு, வடக்கு மேலூர், குறிஞ்சிப்பாடி, கடலூர்.: [405, 1197, 737, 1316]
organizer-entry: [405, 1958, 737, 2020]
edition-date: சென்னை 20.02.2026: [43, 55, 324, 85]
branch-heading: மாற்றுக்குடியிருப்பு விரிவாக்கம் கிளை: [88, 1786, 366, 1804]
branch-heading: மதனகோபாலபுரம் கிளை: [1165, 2447, 1348, 2465]
entry-label: துணை அமைப்பாளர்கள் :: [405, 1197, 586, 1213]
entry-text: (1) வே.ஜெயமூர்த்தி, 13, மைலம் தெரு, மதனகோபாலபுரம், குறிஞ்சிப்பாடி, கடலூர். (2) பா.கோபாலகிருஷ்ணன், 7, மைலம் தெரு, மதனகோபாலபுரம், குறிஞ்சிப்பாடி, கடலூர். (3) ரா.ஜேஷ் ராஜாராம், 34, மைலம் தெரு, மதனகோபாலபுரம், குறிஞ்சிப்பாடி, கடலூர்.: [1092, 1866, 1421, 2006]
branch-heading: ஆயிப்பேட்டை ஆதி திராவிடர் குடியிருப்பு கிளை: [1100, 203, 1413, 246]
entry-label: துணை அமைப்பாளர்கள் :: [405, 2476, 581, 2492]
organizer-entry: [405, 1355, 737, 1396]
booth-agent: க.ராமகிருஷ்ணன், தெற்குத் தெரு, ஆயிப்பேட்டை, வெங்கடாம்பேட்டை, குறிஞ்சிப்பாடி, கடலூர்.: [1166, 1463, 1406, 1521]
entry-label: துணை அமைப்பாளர்கள் :: [405, 1801, 595, 1817]
entry-text: (1) கா.மணிவண்ணன், தென்குத்து,: [405, 2476, 737, 2513]
branch-heading: சிலோன் குடியிருப்பு ஏ–பிளாக் கிளை: [92, 2031, 363, 2050]
deputy-entry: [405, 484, 737, 609]
booth-number: பாகம் – 131 :: [405, 865, 454, 902]
entry-text: (1) ர.அறுமுகம், கிழக்குத் தெரு, ஆயிப்பேட்டை, வேகாக்கொல்லை, குறிஞ்சிப்பாடி, கடலூர். (2) சு.சங்கர், வடக்குத் தெரு, ஆயிப்பேட்டை, வேகாக்கொல்லை, குறிஞ்சிப்பாடி, கடலூர். (3) வெ.ராமதாஸ், கிழக்குத் தெரு, ஆயிப்பேட்டை, வேகாக்கொல்லை, குறிஞ்சிப்பாடி, கடலூர்.: [1092, 792, 1421, 933]
booth-agent-row: [749, 1264, 1083, 1326]
booth-agent: செ.தமிழ்மாறன், 1/362, தெற்குத் தெரு, வாணாதிராயபுரம், குறிஞ்சிப்பாடி, கடலூர்.: [822, 1110, 1069, 1168]
organizer-entry: [405, 644, 737, 706]
entry-text: (1) பயாயகிருஷ்ணன், மேற்குத் தெரு, கீழூர், குறிஞ்சிப்பாடி, கடலூர். (2) சு.அஜித்குமார், மேற்குத் தெரு, கீழூர், குறிஞ்சிப்பாடி, கடலூர். (3) சு.சம்பத், கிழக்குத் தெரு, கீழூர், குறிஞ்சிப்பாடி, கடலூர்.: [749, 1574, 1083, 1672]
booth-agent-row: [1092, 1461, 1421, 1523]
entry-label: துணை அமைப்பாளர்கள் :: [749, 548, 927, 565]
entry-label: அமைப்பாளர் :: [405, 1151, 511, 1168]
organizer-entry: [405, 2184, 737, 2246]
booth-agent-row: [405, 1646, 737, 1688]
